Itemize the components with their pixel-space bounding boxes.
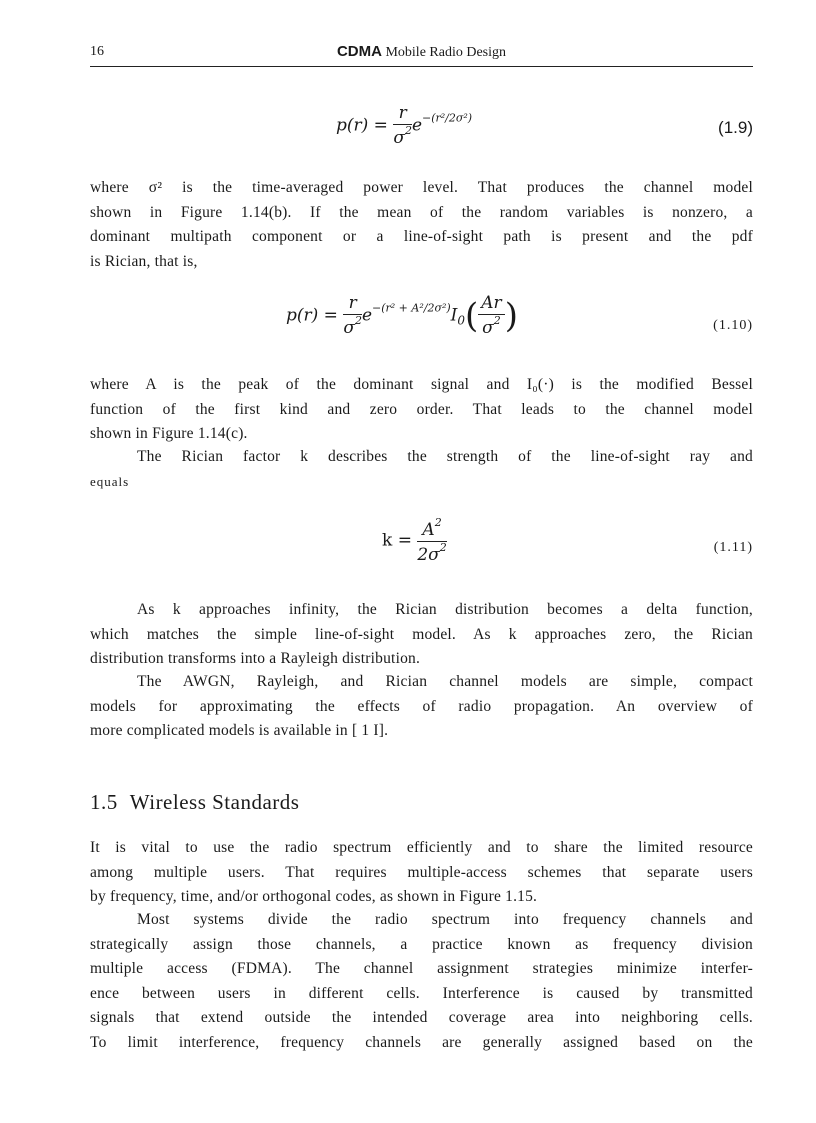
bessel-symbol: I	[450, 305, 458, 326]
fraction-numerator: r	[343, 294, 362, 315]
section-number: 1.5	[90, 790, 118, 814]
equation-number: (1.10)	[713, 318, 753, 333]
running-header	[90, 40, 753, 67]
den-base: σ	[343, 317, 355, 338]
text-line: distribution transforms into a Rayleigh distribution.	[90, 650, 421, 667]
text-line: shown in Figure 1.14(b). If the mean of the random variables is nonzero, a	[90, 203, 753, 221]
text-line: where A is the peak of the dominant signal and I₀(·) is the modified Bessel	[90, 376, 753, 393]
equation-1-9-formula	[336, 104, 472, 148]
fraction	[393, 104, 412, 148]
equation-lhs: k =	[382, 530, 412, 551]
text-line: Most systems divide the radio spectrum into frequency channels and	[137, 911, 753, 928]
running-title-rest: Mobile Radio Design	[385, 45, 507, 60]
fraction-numerator	[417, 517, 446, 542]
text-line: by frequency, time, and/or orthogonal codes, as shown in Figure 1.15.	[90, 888, 538, 905]
text-line: multiple access (FDMA). The channel assignment strategies minimize interfer-	[90, 960, 753, 977]
exp-power: −(r²/2σ²)	[422, 111, 473, 125]
text-line: ence between users in different cells. Interference is caused by transmitted	[90, 984, 753, 1002]
paragraph-2	[90, 373, 753, 447]
text-line: The Rician factor k describes the strength of the line-of-sight ray and	[137, 448, 753, 465]
text-line: is Rician, that is,	[90, 252, 198, 270]
text-line: The AWGN, Rayleigh, and Rician channel models are simple, compact	[137, 673, 753, 690]
bessel-subscript: 0	[457, 313, 466, 328]
equation-lhs: p(r) =	[286, 305, 338, 326]
text-line: To limit interference, frequency channels are generally assigned based on the	[90, 1033, 753, 1051]
argument-fraction	[478, 294, 504, 338]
argument-numerator: Ar	[478, 294, 504, 315]
text-line: function of the first kind and zero order. That leads to the channel model	[90, 400, 753, 418]
equation-1-10-formula: p(r) = $\frac{r}{\sigma^2}$ $e^{-(r^2 + A^2/2\sigma^2)}I_0$( $\frac{Ar}{\sigma^2}$ )	[286, 293, 518, 338]
text-line: where σ² is the time-averaged power level. That produces the channel model	[90, 179, 753, 196]
text-line: which matches the simple line-of-sight model. As k approaches zero, the Rician	[90, 625, 753, 643]
fraction-denominator	[417, 542, 446, 566]
paragraph-6	[90, 836, 753, 910]
exp-base: e	[361, 305, 372, 326]
paragraph-7	[90, 908, 753, 1055]
equation-lhs: p(r) =	[336, 115, 388, 136]
equation-1-9	[90, 98, 753, 158]
equation-number: (1.11)	[713, 540, 753, 555]
text-line: As k approaches infinity, the Rician distribution becomes a delta function,	[137, 601, 753, 618]
paragraph-1	[90, 176, 753, 274]
fraction-denominator	[393, 125, 412, 149]
fraction	[343, 294, 362, 338]
text-line: equals	[90, 473, 130, 489]
fraction	[417, 517, 446, 565]
text-line: among multiple users. That requires multiple-access schemes that separate users	[90, 863, 753, 881]
text-line: shown in Figure 1.14(c).	[90, 425, 248, 442]
paragraph-5	[90, 670, 753, 744]
arg-den-sup: 2	[493, 313, 501, 327]
equation-1-10	[90, 290, 753, 360]
running-title	[90, 43, 753, 61]
den-sup: 2	[354, 313, 362, 327]
exp-base: e	[411, 115, 422, 136]
paragraph-4	[90, 598, 753, 672]
fraction-numerator: r	[393, 104, 412, 125]
argument-denominator	[478, 315, 504, 339]
text-line: signals that extend outside the intended coverage area into neighboring cells.	[90, 1009, 753, 1026]
running-title-brand: CDMA	[336, 43, 382, 60]
page-number: 16	[90, 44, 104, 59]
den-sup: 2	[404, 123, 412, 137]
den-base: σ	[393, 127, 405, 148]
paragraph-3	[90, 445, 753, 494]
num-base: A	[422, 520, 435, 540]
text-line: models for approximating the effects of radio propagation. An overview of	[90, 697, 753, 715]
section-heading	[90, 790, 299, 815]
equation-1-11-formula	[382, 517, 447, 565]
equation-1-11	[90, 515, 753, 581]
text-line: strategically assign those channels, a practice known as frequency division	[90, 935, 753, 953]
text-line: more complicated models is available in [ 1 I].	[90, 722, 389, 739]
exp-power: −(r² + A²/2σ²)	[372, 301, 451, 315]
text-line: It is vital to use the radio spectrum efficiently and to share the limited resource	[90, 839, 753, 856]
den-sup: 2	[439, 540, 447, 554]
fraction-denominator	[343, 315, 362, 339]
den-base: 2σ	[417, 544, 440, 565]
arg-den-base: σ	[482, 317, 494, 338]
equation-number: (1.9)	[718, 118, 753, 137]
text-line: dominant multipath component or a line-of-sight path is present and the pdf	[90, 228, 753, 245]
section-title: Wireless Standards	[129, 790, 300, 814]
num-sup: 2	[434, 516, 442, 529]
